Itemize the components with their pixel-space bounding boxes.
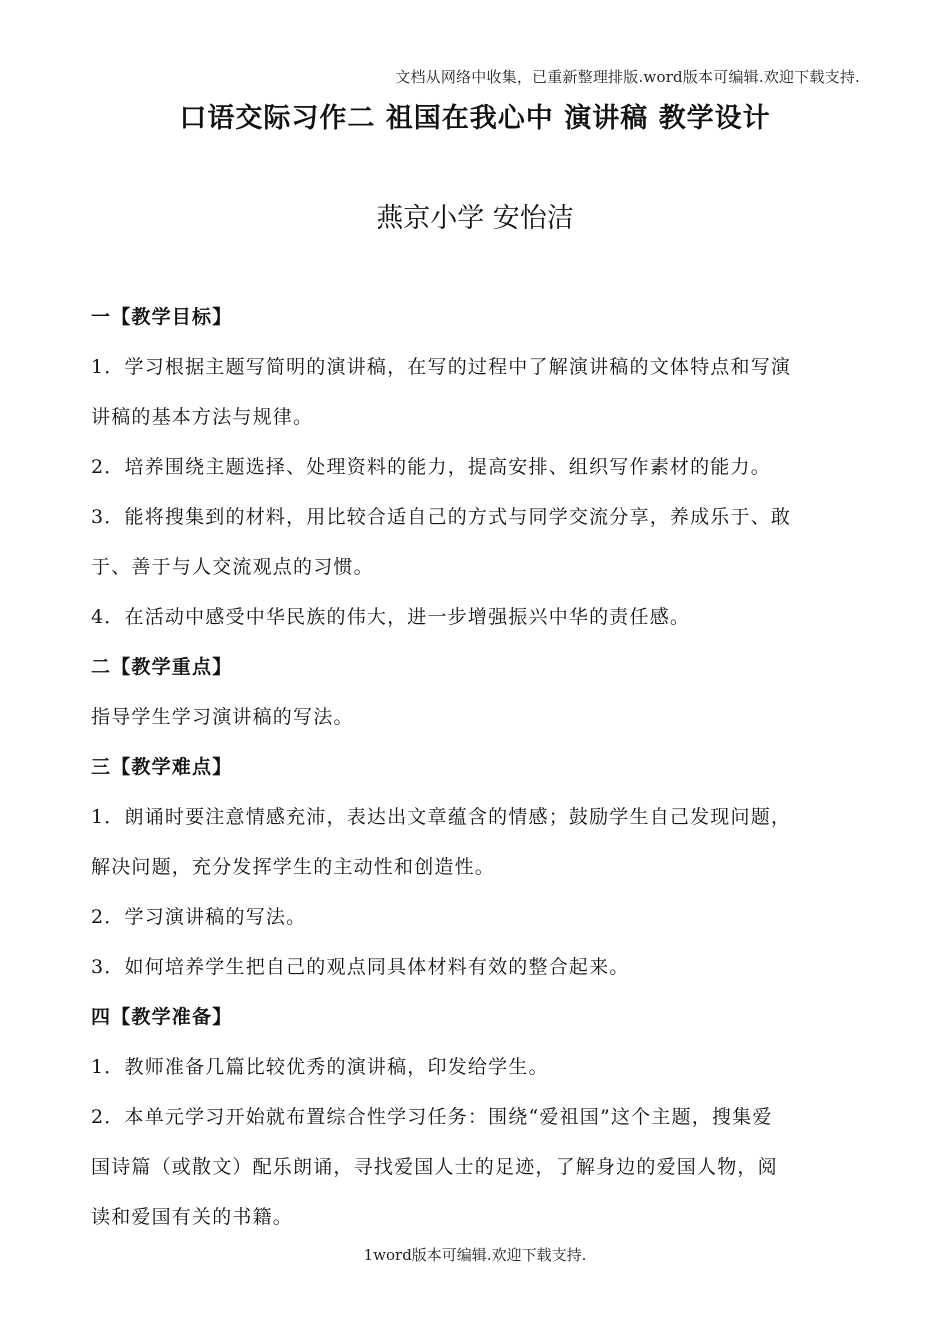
paragraph-line: 1．学习根据主题写简明的演讲稿，在写的过程中了解演讲稿的文体特点和写演 — [91, 356, 792, 378]
section-heading-preparation: 四【教学准备】 — [91, 1006, 233, 1028]
paragraph-line: 1．朗诵时要注意情感充沛，表达出文章蕴含的情感；鼓励学生自己发现问题， — [91, 806, 792, 828]
paragraph-line: 国诗篇（或散文）配乐朗诵，寻找爱国人士的足迹，了解身边的爱国人物，阅 — [91, 1156, 778, 1178]
paragraph-line: 2．培养围绕主题选择、处理资料的能力，提高安排、组织写作素材的能力。 — [91, 456, 771, 478]
paragraph-line: 3．能将搜集到的材料，用比较合适自己的方式与同学交流分享，养成乐于、敢 — [91, 506, 792, 528]
paragraph-line: 2．学习演讲稿的写法。 — [91, 906, 307, 928]
section-heading-objectives: 一【教学目标】 — [91, 306, 233, 328]
paragraph-line: 读和爱国有关的书籍。 — [91, 1206, 294, 1228]
paragraph-line: 指导学生学习演讲稿的写法。 — [91, 706, 354, 728]
paragraph-line: 讲稿的基本方法与规律。 — [91, 406, 314, 428]
paragraph-line: 解决问题，充分发挥学生的主动性和创造性。 — [91, 856, 496, 878]
document-title: 口语交际习作二 祖国在我心中 演讲稿 教学设计 — [179, 103, 771, 134]
paragraph-line: 3．如何培养学生把自己的观点同具体材料有效的整合起来。 — [91, 956, 630, 978]
section-heading-key-points: 二【教学重点】 — [91, 656, 233, 678]
section-heading-difficulties: 三【教学难点】 — [91, 756, 233, 778]
paragraph-line: 2．本单元学习开始就布置综合性学习任务：围绕“爱祖国”这个主题，搜集爱 — [91, 1106, 773, 1128]
header-note: 文档从网络中收集，已重新整理排版.word版本可编辑.欢迎下载支持. — [395, 68, 860, 86]
paragraph-line: 1．教师准备几篇比较优秀的演讲稿，印发给学生。 — [91, 1056, 549, 1078]
paragraph-line: 4．在活动中感受中华民族的伟大，进一步增强振兴中华的责任感。 — [91, 606, 691, 628]
author-line: 燕京小学 安怡洁 — [376, 203, 574, 234]
footer-note: 1word版本可编辑.欢迎下载支持. — [363, 1246, 587, 1264]
paragraph-line: 于、善于与人交流观点的习惯。 — [91, 556, 374, 578]
document-body — [91, 292, 861, 1242]
